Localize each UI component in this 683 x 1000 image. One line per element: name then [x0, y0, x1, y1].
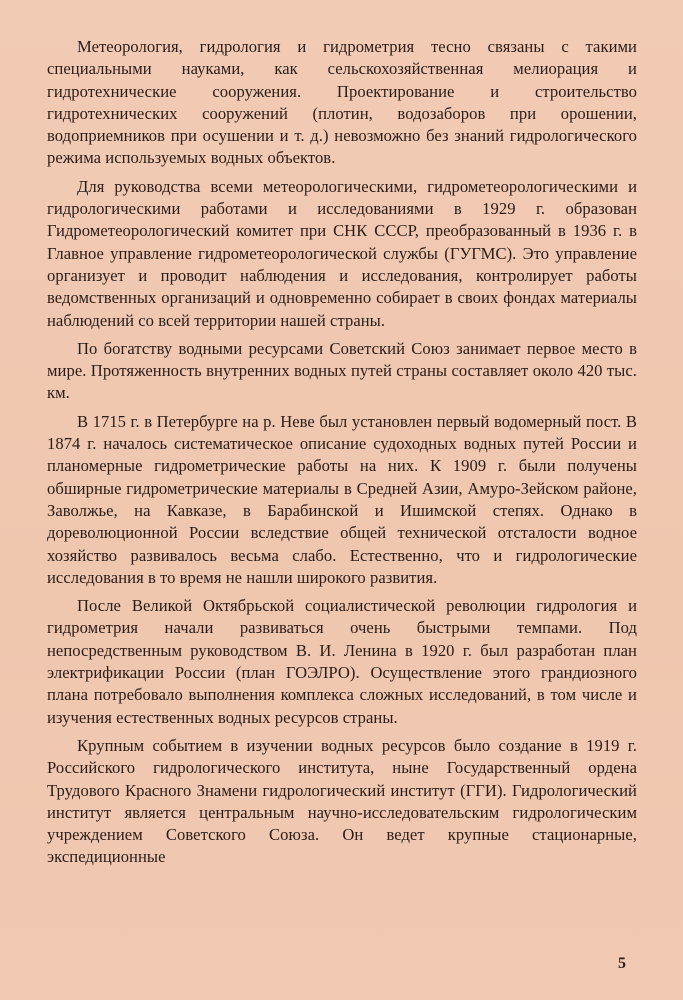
- paragraph: Метеорология, гидрология и гидрометрия тесно связаны с такими специальными науками, как сельскохозяйственная мелиорация и гидротехнические сооружения. Проектирование и строительство гидротехнических сооружений (плотин, водозаборов при орошении, водоприемников при осушении и т. д.) невозможно без знаний гидрологического режима используемых водных объектов.: [47, 37, 637, 168]
- paragraph: В 1715 г. в Петербурге на р. Неве был установлен первый водомерный пост. В 1874 г. началось систематическое описание судоходных водных путей России и планомерные гидрометрические работы на них. К 1909 г. были получены обширные гидрометрические материалы в Средней Азии, Амуро-Зейском районе, Заволжье, на Кавказе, в Барабинской и Ишимской степях. Однако в дореволюционной России вследствие общей технической отсталости водное хозяйство развивалось весьма слабо. Естественно, что и гидрологические исследования в то время не нашли широкого развития.: [47, 411, 637, 587]
- paragraph: Крупным событием в изучении водных ресурсов было создание в 1919 г. Российского гидрологического института, ныне Государственный ордена Трудового Красного Знамени гидрологический институт (ГГИ). Гидрологический институт является центральным научно-исследовательским гидрологическим учреждением Советского Союза. Он ведет крупные стационарные, экспедиционные: [47, 735, 637, 867]
- page-number: 5: [618, 955, 626, 972]
- paragraph: После Великой Октябрьской социалистической революции гидрология и гидрометрия начали развиваться очень быстрыми темпами. Под непосредственным руководством В. И. Ленина в 1920 г. был разработан план электрификации России (план ГОЭЛРО). Осуществление этого грандиозного плана потребовало выполнения комплекса сложных исследований, в том числе и изучения естественных водных ресурсов страны.: [47, 596, 637, 727]
- body-text: [47, 36, 637, 875]
- paragraph: Для руководства всеми метеорологическими, гидрометеорологическими и гидрологическими работами и исследованиями в 1929 г. образован Гидрометеорологический комитет при СНК СССР, преобразованный в 1936 г. в Главное управление гидрометеорологической службы (ГУГМС). Это управление организует и проводит наблюдения и исследования, контролирует работы ведомственных организаций и одновременно собирает в своих фондах материалы наблюдений со всей территории нашей страны.: [47, 176, 637, 330]
- paragraph: По богатству водными ресурсами Советский Союз занимает первое место в мире. Протяженность внутренних водных путей страны составляет около 420 тыс. км.: [47, 338, 637, 403]
